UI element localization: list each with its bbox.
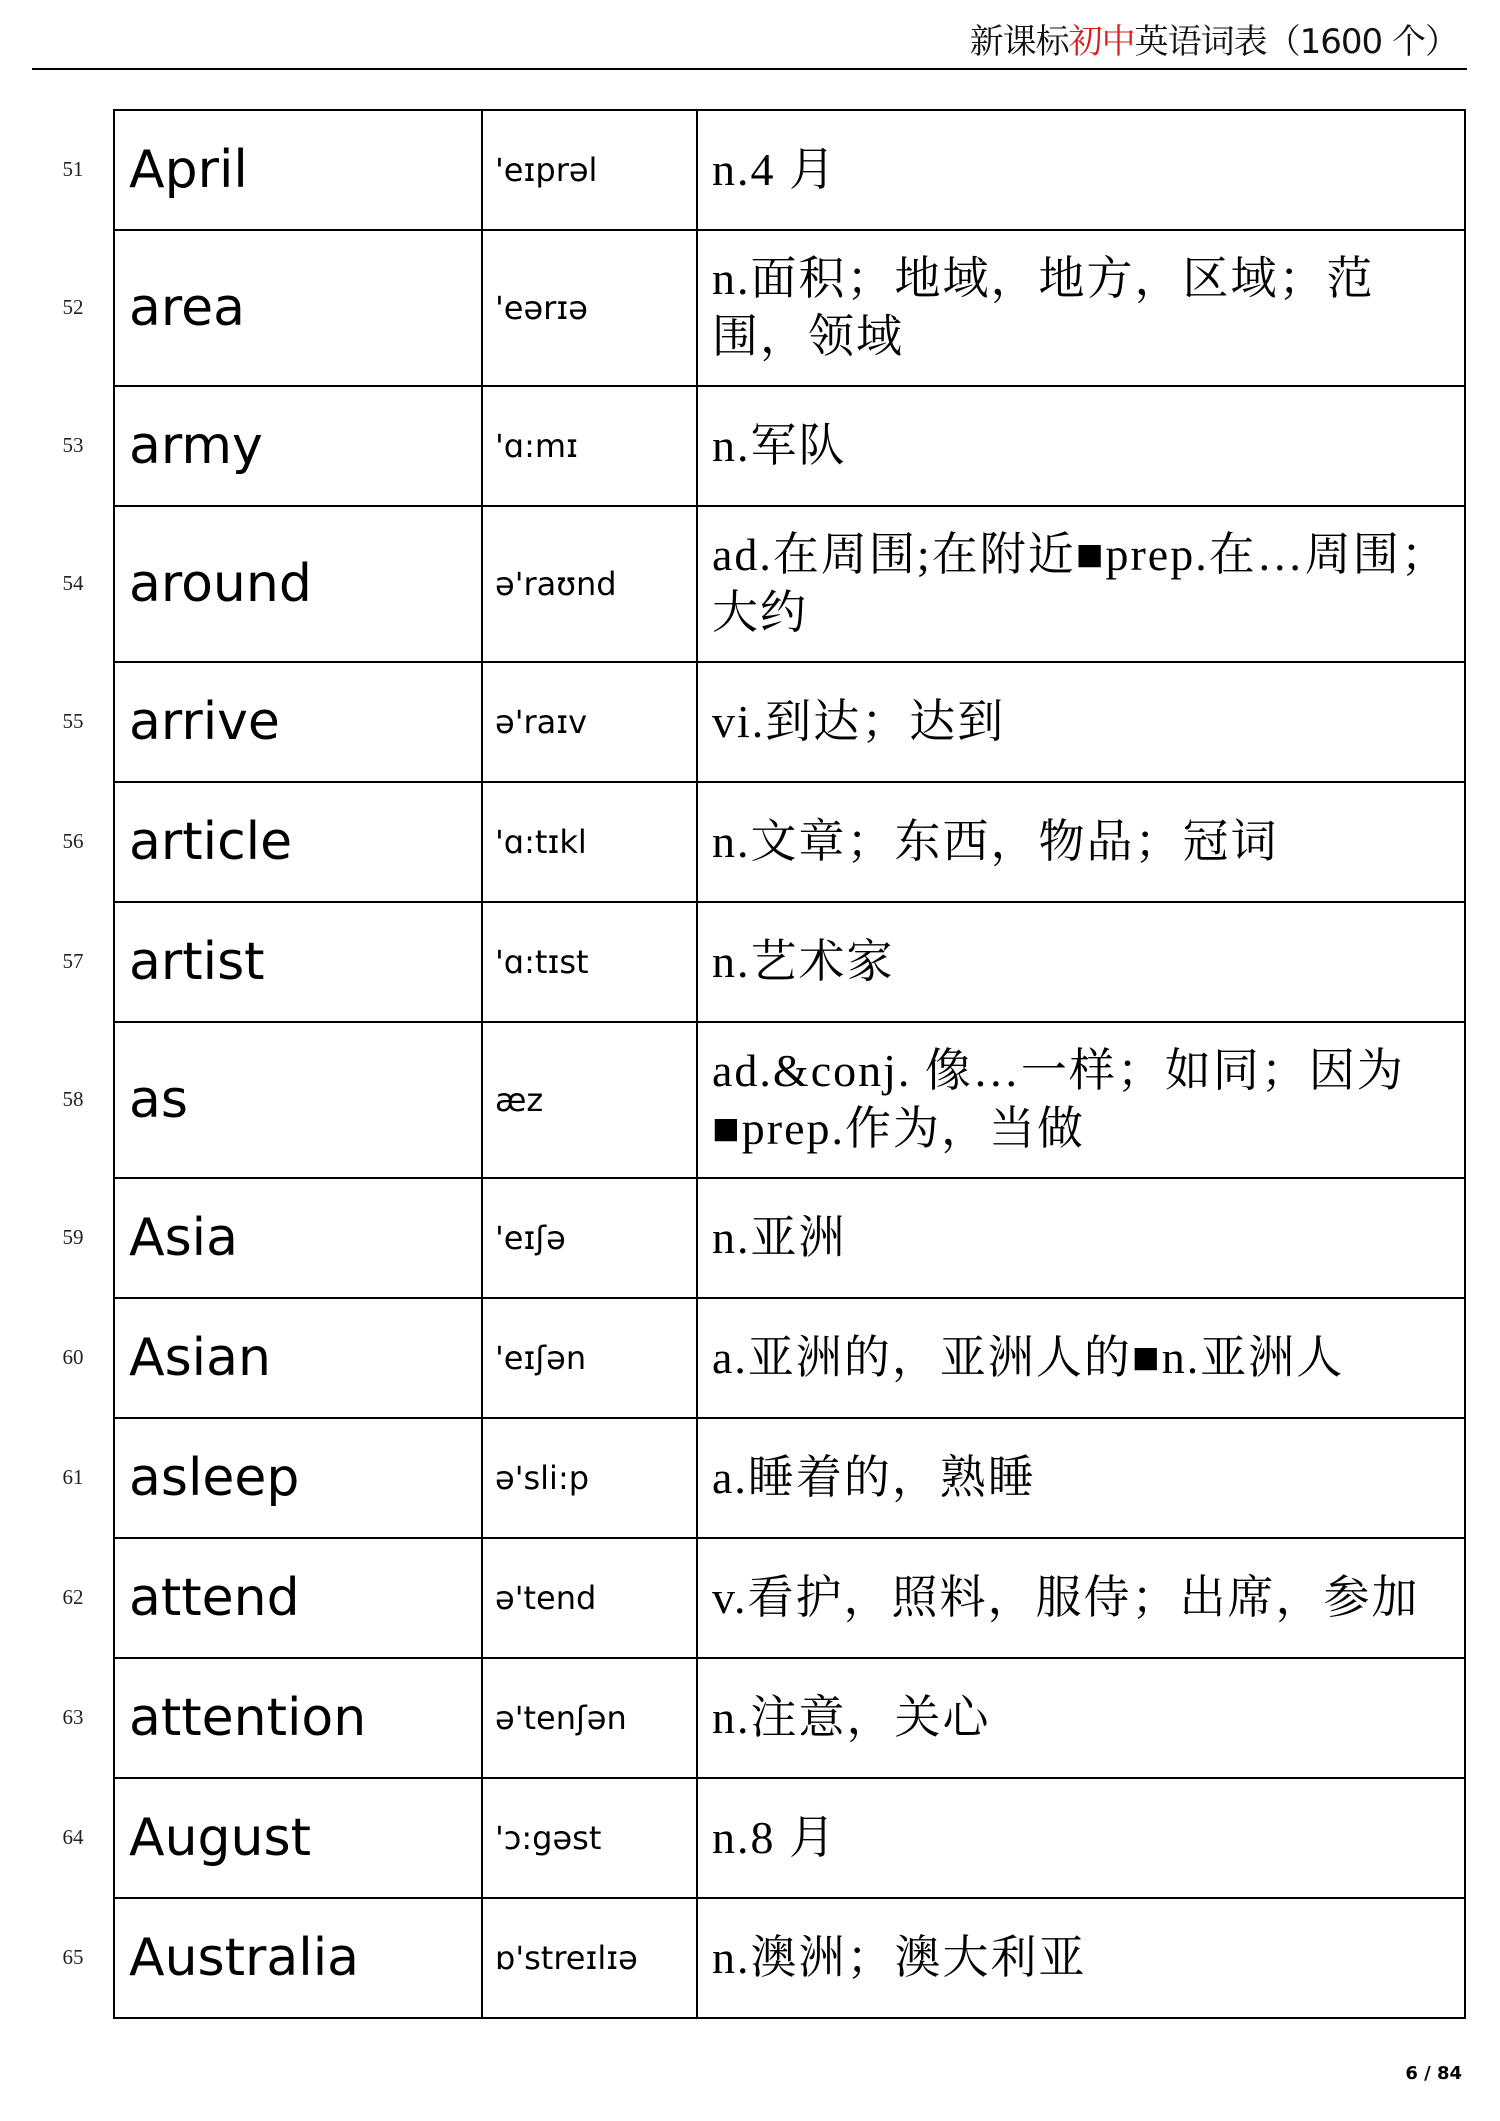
phonetic-cell: 'ɑ:mɪ (482, 386, 697, 506)
word-cell: Australia (114, 1898, 482, 2018)
row-number: 51 (62, 157, 84, 181)
table-row (114, 902, 1465, 1022)
definition-cell: n.艺术家 (697, 902, 1465, 1022)
table-row (114, 1022, 1465, 1178)
row-number: 57 (62, 949, 84, 973)
definition-cell: n.面积；地域，地方，区域；范围，领域 (697, 230, 1465, 386)
table-row (114, 1298, 1465, 1418)
row-number: 65 (62, 1945, 84, 1969)
word-cell: Asian (114, 1298, 482, 1418)
table-row (114, 386, 1465, 506)
word-cell: arrive (114, 662, 482, 782)
phonetic-cell: ə'tenʃən (482, 1658, 697, 1778)
table-row (114, 782, 1465, 902)
row-number: 56 (62, 829, 84, 853)
phonetic-cell: æz (482, 1022, 697, 1178)
definition-cell: a.睡着的，熟睡 (697, 1418, 1465, 1538)
table-row (114, 1538, 1465, 1658)
phonetic-cell: ə'tend (482, 1538, 697, 1658)
definition-cell: n.4 月 (697, 110, 1465, 230)
row-number: 64 (62, 1825, 84, 1849)
row-number: 54 (62, 571, 84, 595)
phonetic-cell: 'eɪprəl (482, 110, 697, 230)
table-row (114, 1778, 1465, 1898)
table-row (114, 506, 1465, 662)
word-cell: August (114, 1778, 482, 1898)
table-row (114, 1178, 1465, 1298)
word-cell: army (114, 386, 482, 506)
vocabulary-table (113, 109, 1466, 2019)
word-cell: Asia (114, 1178, 482, 1298)
row-number: 60 (62, 1345, 84, 1369)
table-row (114, 1418, 1465, 1538)
word-cell: area (114, 230, 482, 386)
definition-cell: a.亚洲的，亚洲人的■n.亚洲人 (697, 1298, 1465, 1418)
title-highlight: 初中 (1068, 22, 1135, 62)
row-number: 62 (62, 1585, 84, 1609)
table-row (114, 230, 1465, 386)
word-cell: artist (114, 902, 482, 1022)
word-cell: attend (114, 1538, 482, 1658)
phonetic-cell: 'ɑ:tɪkl (482, 782, 697, 902)
phonetic-cell: 'eərɪə (482, 230, 697, 386)
title-prefix: 新课标 (969, 22, 1069, 62)
definition-cell: n.亚洲 (697, 1178, 1465, 1298)
document-header-title (970, 14, 1458, 63)
phonetic-cell: ɒ'streɪlɪə (482, 1898, 697, 2018)
word-cell: attention (114, 1658, 482, 1778)
phonetic-cell: 'ɑ:tɪst (482, 902, 697, 1022)
definition-cell: n.军队 (697, 386, 1465, 506)
word-cell: as (114, 1022, 482, 1178)
phonetic-cell: 'eɪʃən (482, 1298, 697, 1418)
row-number: 55 (62, 709, 84, 733)
phonetic-cell: ə'raʊnd (482, 506, 697, 662)
row-number: 63 (62, 1705, 84, 1729)
table-row (114, 662, 1465, 782)
definition-cell: ad.在周围;在附近■prep.在…周围；大约 (697, 506, 1465, 662)
phonetic-cell: 'ɔ:gəst (482, 1778, 697, 1898)
definition-cell: n.注意，关心 (697, 1658, 1465, 1778)
word-cell: around (114, 506, 482, 662)
title-suffix: 英语词表（1600 个） (1134, 22, 1458, 62)
definition-cell: ad.&conj. 像…一样；如同；因为■prep.作为，当做 (697, 1022, 1465, 1178)
table-row (114, 1658, 1465, 1778)
word-cell: April (114, 110, 482, 230)
header-divider (32, 68, 1467, 70)
row-number: 52 (62, 295, 84, 319)
row-number: 58 (62, 1087, 84, 1111)
row-number: 61 (62, 1465, 84, 1489)
page-number: 6 / 84 (1405, 2063, 1462, 2084)
word-cell: asleep (114, 1418, 482, 1538)
table-row (114, 110, 1465, 230)
phonetic-cell: ə'raɪv (482, 662, 697, 782)
definition-cell: n.澳洲；澳大利亚 (697, 1898, 1465, 2018)
table-row (114, 1898, 1465, 2018)
phonetic-cell: 'eɪʃə (482, 1178, 697, 1298)
row-number: 53 (62, 433, 84, 457)
row-number: 59 (62, 1225, 84, 1249)
definition-cell: n.文章；东西，物品；冠词 (697, 782, 1465, 902)
definition-cell: v.看护，照料，服侍；出席，参加 (697, 1538, 1465, 1658)
definition-cell: n.8 月 (697, 1778, 1465, 1898)
word-cell: article (114, 782, 482, 902)
definition-cell: vi.到达；达到 (697, 662, 1465, 782)
phonetic-cell: ə'sli:p (482, 1418, 697, 1538)
